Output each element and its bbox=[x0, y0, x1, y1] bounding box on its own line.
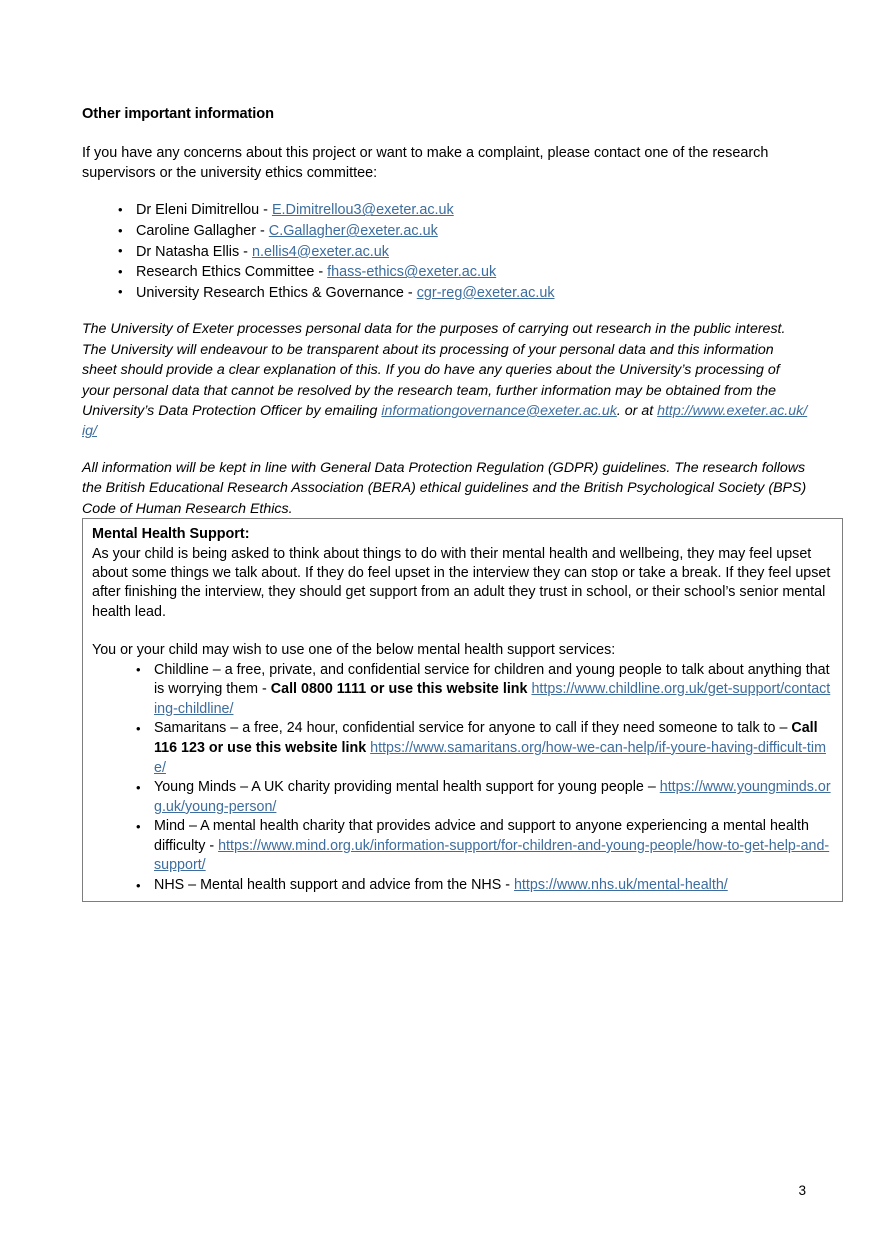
contact-list-item bbox=[82, 242, 808, 263]
mental-health-box-title: Mental Health Support: bbox=[92, 526, 250, 542]
contact-email-link[interactable]: E.Dimitrellou3@exeter.ac.uk bbox=[271, 202, 454, 219]
service-website-link[interactable]: https://www.youngminds.org.uk/young-person/ bbox=[154, 779, 831, 815]
contact-name: University Research Ethics & Governance bbox=[136, 284, 404, 301]
contact-separator: - bbox=[314, 264, 328, 281]
service-description: NHS – Mental health support and advice from the NHS - bbox=[154, 877, 514, 894]
information-governance-email-link[interactable]: informationgovernance@exeter.ac.uk bbox=[381, 403, 617, 420]
contact-name: Caroline Gallagher bbox=[136, 223, 256, 240]
page-title: Other important information bbox=[82, 106, 274, 122]
dp-text-between: . or at bbox=[616, 403, 658, 420]
contact-name: Dr Eleni Dimitrellou bbox=[136, 202, 260, 219]
support-service-item bbox=[92, 876, 833, 896]
support-service-item bbox=[92, 719, 833, 778]
service-website-link[interactable]: https://www.childline.org.uk/get-support/contacting-childline/ bbox=[154, 681, 831, 717]
contact-separator: - bbox=[239, 243, 252, 260]
contact-list-item bbox=[82, 221, 808, 242]
contact-list-item bbox=[82, 283, 808, 304]
information-governance-url-link[interactable]: http://www.exeter.ac.uk/ig/ bbox=[82, 403, 808, 440]
contact-email-link[interactable]: n.ellis4@exeter.ac.uk bbox=[251, 243, 389, 260]
intro-paragraph: If you have any concerns about this project or want to make a complaint, please contact one of the research supervisors or the university ethics committee: bbox=[82, 145, 769, 181]
data-protection-paragraph bbox=[82, 319, 808, 441]
service-description: Samaritans – a free, 24 hour, confidential service for anyone to call if they need someone to talk to – bbox=[154, 720, 792, 737]
contact-separator: - bbox=[403, 284, 417, 301]
service-website-link[interactable]: https://www.nhs.uk/mental-health/ bbox=[513, 877, 728, 894]
contact-separator: - bbox=[259, 202, 272, 219]
support-services-list bbox=[92, 661, 833, 896]
dp-text-before-link: The University of Exeter processes personal data for the purposes of carrying out research in the public interest. The University will endeavour to be transparent about its processing of your personal data and this information sheet should provide a clear explanation of this. If you do have any queries about the University’s processing of your personal data that cannot be resolved by the research team, further information may be obtained from the University’s Data Protection Officer by emailing bbox=[82, 321, 786, 420]
page-number: 3 bbox=[798, 1183, 806, 1198]
service-website-link[interactable]: https://www.samaritans.org/how-we-can-help/if-youre-having-difficult-time/ bbox=[154, 739, 826, 776]
document-content bbox=[82, 105, 808, 519]
mental-health-support-box bbox=[82, 518, 843, 902]
contact-name: Dr Natasha Ellis bbox=[136, 243, 240, 260]
service-description: Childline – a free, private, and confidential service for children and young people to talk about anything that is worrying them - bbox=[154, 661, 830, 698]
contact-name: Research Ethics Committee bbox=[136, 264, 315, 281]
mental-health-box-intro: As your child is being asked to think about things to do with their mental health and wellbeing, they may feel upset about some things we talk about. If they do feel upset in the interview they can stop or take a break. If they feel upset after finishing the interview, they should get support from an adult they trust in school, or their school’s senior mental health lead. bbox=[92, 545, 831, 620]
contacts-list bbox=[82, 200, 808, 303]
contact-list-item bbox=[82, 200, 808, 221]
service-description: Young Minds – A UK charity providing mental health support for young people – bbox=[154, 779, 660, 796]
contact-email-link[interactable]: cgr-reg@exeter.ac.uk bbox=[416, 284, 555, 301]
support-service-item bbox=[92, 817, 833, 876]
service-call-to-action: Call 0800 1111 or use this website link bbox=[270, 681, 528, 698]
contact-list-item bbox=[82, 262, 808, 283]
services-lead-in: You or your child may wish to use one of the below mental health support services: bbox=[92, 642, 616, 659]
service-website-link[interactable]: https://www.mind.org.uk/information-support/for-children-and-young-people/how-to-get-help-and-support/ bbox=[154, 837, 830, 874]
service-description: Mind – A mental health charity that provides advice and support to anyone experiencing a mental health difficulty - bbox=[154, 818, 809, 854]
contact-email-link[interactable]: fhass-ethics@exeter.ac.uk bbox=[327, 264, 497, 281]
support-service-item bbox=[92, 661, 833, 720]
contact-email-link[interactable]: C.Gallagher@exeter.ac.uk bbox=[268, 223, 438, 240]
service-call-to-action: Call 116 123 or use this website link bbox=[154, 720, 818, 756]
contact-separator: - bbox=[256, 223, 269, 240]
support-service-item bbox=[92, 778, 833, 817]
gdpr-paragraph: All information will be kept in line with General Data Protection Regulation (GDPR) guidelines. The research follows the British Educational Research Association (BERA) ethical guidelines and the British Psychological Society (BPS) Code of Human Research Ethics. bbox=[82, 459, 807, 517]
